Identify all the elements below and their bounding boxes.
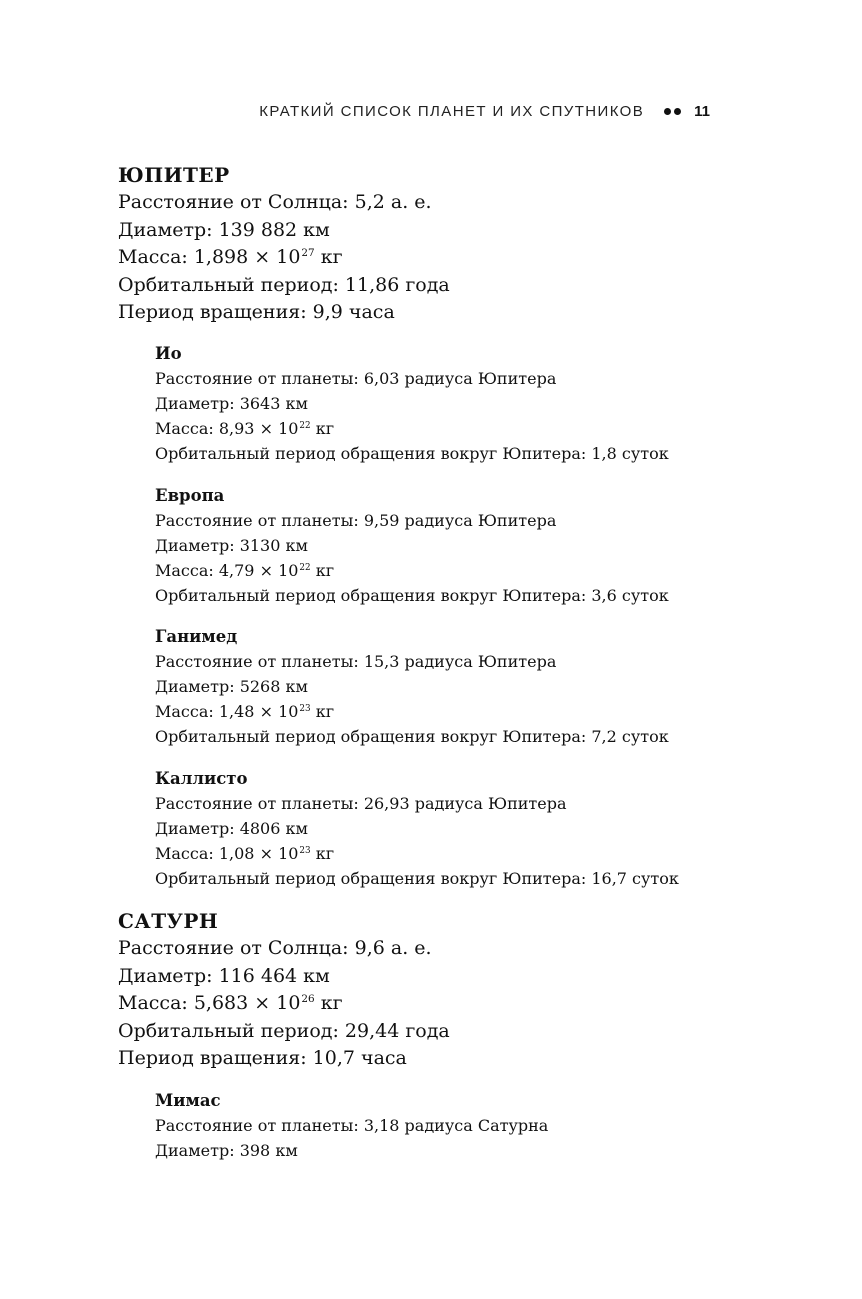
- planet-orbital-period: Орбитальный период: 11,86 года: [118, 273, 450, 296]
- mass-exponent: 23: [299, 703, 311, 714]
- running-title: КРАТКИЙ СПИСОК ПЛАНЕТ И ИХ СПУТНИКОВ: [259, 102, 645, 120]
- moon-mass: Масса: $8,93 \times 10^{22}$ кг: [155, 419, 335, 438]
- moon-distance: Расстояние от планеты: 26,93 радиуса Юпитера: [155, 794, 567, 813]
- page-number: 11: [694, 102, 710, 120]
- moon-mimas: [155, 1088, 548, 1163]
- planet-rotation-period: Период вращения: 9,9 часа: [118, 301, 395, 323]
- moon-diameter: Диаметр: 398 км: [155, 1141, 298, 1160]
- moon-title: Мимас: [155, 1091, 221, 1110]
- moon-title: Ио: [155, 344, 182, 363]
- planet-jupiter: [118, 161, 450, 327]
- planet-distance: Расстояние от Солнца: 5,2 а. е.: [118, 191, 432, 213]
- moon-title: Европа: [155, 486, 225, 505]
- moon-mass: Масса: $4,79 \times 10^{22}$ кг: [155, 561, 335, 580]
- moon-europa: [155, 483, 669, 608]
- moon-diameter: Диаметр: 5268 км: [155, 677, 308, 696]
- moon-distance: Расстояние от планеты: 9,59 радиуса Юпитера: [155, 511, 557, 530]
- planet-mass: Масса: $5,683 \times 10^{26}$ кг: [118, 992, 343, 1014]
- mass-exponent: 22: [299, 420, 311, 431]
- moon-distance: Расстояние от планеты: 3,18 радиуса Сатурна: [155, 1116, 549, 1135]
- moon-distance: Расстояние от планеты: 6,03 радиуса Юпитера: [155, 369, 557, 388]
- moon-callisto: [155, 766, 679, 891]
- planet-title: ЮПИТЕР: [118, 163, 230, 187]
- moon-diameter: Диаметр: 3643 км: [155, 394, 308, 413]
- mass-exponent: 23: [299, 845, 311, 856]
- moon-title: Каллисто: [155, 769, 248, 788]
- moon-orbital-period: Орбитальный период обращения вокруг Юпитера: 3,6 суток: [155, 586, 669, 605]
- moon-io: [155, 341, 669, 466]
- moon-orbital-period: Орбитальный период обращения вокруг Юпитера: 1,8 суток: [155, 444, 669, 463]
- moon-mass: Масса: $1,08 \times 10^{23}$ кг: [155, 844, 335, 863]
- mass-exponent: 27: [301, 246, 315, 259]
- dots-ornament-icon: [664, 108, 684, 115]
- planet-diameter: Диаметр: 116 464 км: [118, 964, 330, 987]
- moon-orbital-period: Орбитальный период обращения вокруг Юпитера: 7,2 суток: [155, 727, 669, 746]
- moon-mass: Масса: $1,48 \times 10^{23}$ кг: [155, 702, 335, 721]
- planet-saturn: [118, 907, 450, 1073]
- running-header: [259, 100, 710, 122]
- mass-exponent: 26: [301, 992, 315, 1005]
- moon-title: Ганимед: [155, 627, 238, 646]
- planet-rotation-period: Период вращения: 10,7 часа: [118, 1047, 407, 1069]
- planet-distance: Расстояние от Солнца: 9,6 а. е.: [118, 937, 432, 959]
- planet-diameter: Диаметр: 139 882 км: [118, 218, 330, 241]
- moon-diameter: Диаметр: 4806 км: [155, 819, 308, 838]
- moon-ganymede: [155, 624, 669, 749]
- planet-title: САТУРН: [118, 909, 219, 933]
- moon-distance: Расстояние от планеты: 15,3 радиуса Юпитера: [155, 652, 557, 671]
- moon-diameter: Диаметр: 3130 км: [155, 536, 308, 555]
- planet-mass: Масса: $1,898 \times 10^{27}$ кг: [118, 246, 343, 268]
- planet-orbital-period: Орбитальный период: 29,44 года: [118, 1019, 450, 1042]
- moon-orbital-period: Орбитальный период обращения вокруг Юпитера: 16,7 суток: [155, 869, 679, 888]
- mass-exponent: 22: [299, 562, 311, 573]
